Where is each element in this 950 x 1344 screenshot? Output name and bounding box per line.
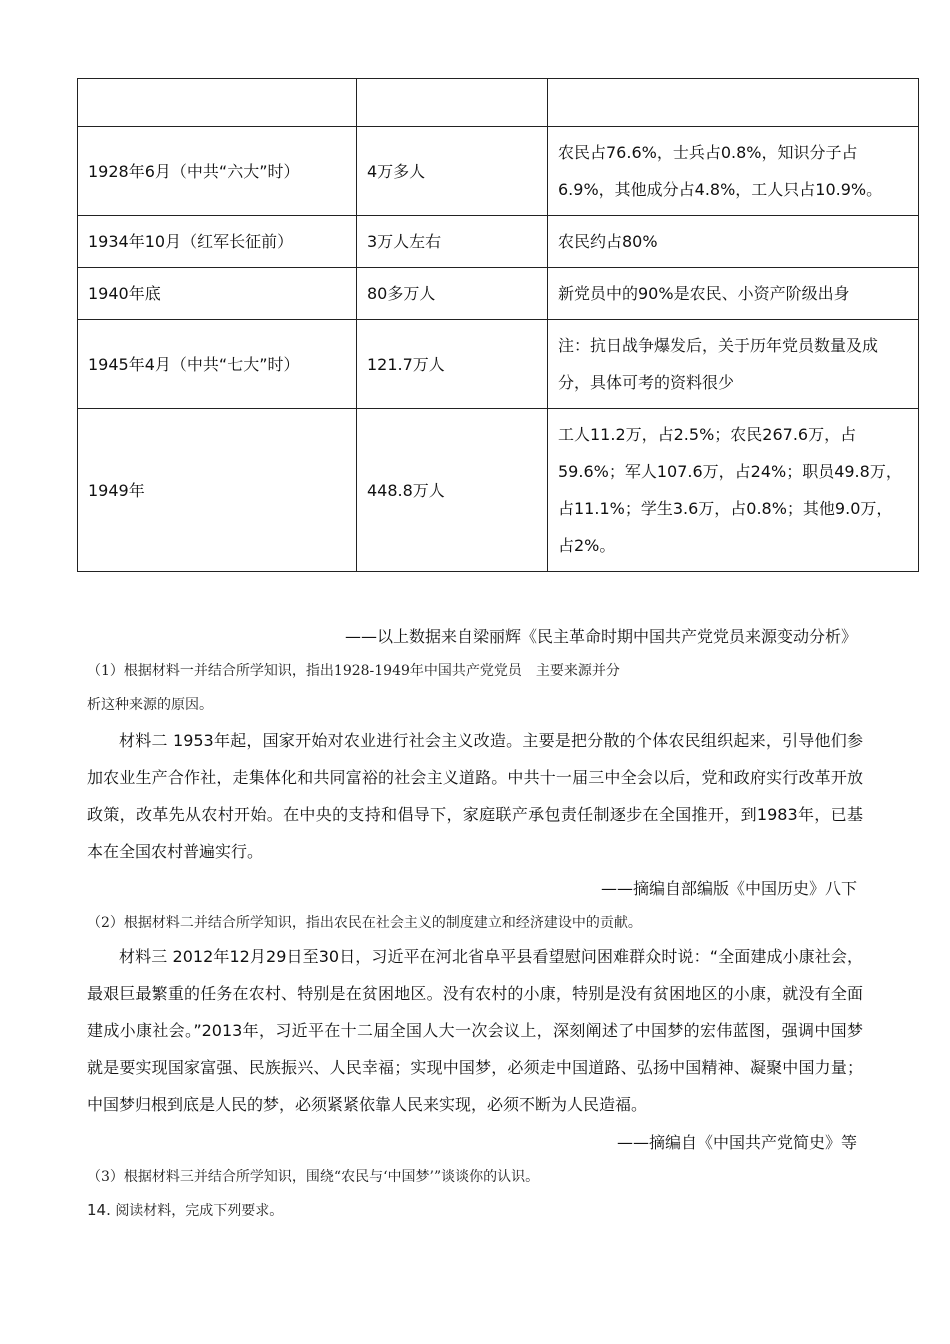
table-row <box>78 79 919 127</box>
question-14-number: 14. <box>87 1201 111 1219</box>
cell-composition <box>548 79 919 127</box>
cell-composition: 注：抗日战争爆发后，关于历年党员数量及成分，具体可考的资料很少 <box>548 320 919 409</box>
cell-composition: 农民约占80% <box>548 216 919 268</box>
table-row <box>78 268 919 320</box>
cell-time: 1934年10月（红军长征前） <box>78 216 357 268</box>
cell-count: 80多万人 <box>357 268 548 320</box>
question-1-line1: （1）根据材料一并结合所学知识，指出1928-1949年中国共产党党员 主要来源并分 <box>87 663 620 679</box>
table-row <box>78 216 919 268</box>
material-2-source: ——摘编自部编版《中国历史》八下 <box>600 879 857 898</box>
cell-time <box>78 79 357 127</box>
question-1-line2: 析这种来源的原因。 <box>87 697 213 713</box>
cell-count: 4万多人 <box>357 127 548 216</box>
cell-time: 1940年底 <box>78 268 357 320</box>
question-14 <box>87 1200 283 1220</box>
cell-time: 1945年4月（中共“七大”时） <box>78 320 357 409</box>
material-2-text: 材料二 1953年起，国家开始对农业进行社会主义改造。主要是把分散的个体农民组织起来，引导他们参加农业生产合作社，走集体化和共同富裕的社会主义道路。中共十一届三中全会以后，党和政府实行改革开放政策，改革先从农村开始。在中央的支持和倡导下，家庭联产承包责任制逐步在全国推开，到1983年，已基本在全国农村普遍实行。 <box>87 731 863 861</box>
cell-time: 1949年 <box>78 409 357 572</box>
cell-composition: 工人11.2万，占2.5%；农民267.6万，占59.6%；军人107.6万，占24%；职员49.8万，占11.1%；学生3.6万，占0.8%；其他9.0万，占2%。 <box>548 409 919 572</box>
table-row <box>78 127 919 216</box>
table-row <box>78 409 919 572</box>
question-14-text: 阅读材料，完成下列要求。 <box>115 1203 284 1219</box>
cell-count: 3万人左右 <box>357 216 548 268</box>
question-3: （3）根据材料三并结合所学知识，围绕“农民与‘中国梦’”谈谈你的认识。 <box>87 1169 540 1185</box>
question-2: （2）根据材料二并结合所学知识，指出农民在社会主义的制度建立和经济建设中的贡献。 <box>87 915 642 931</box>
table-row <box>78 320 919 409</box>
cell-composition: 农民占76.6%，士兵占0.8%，知识分子占6.9%，其他成分占4.8%，工人只占10.9%。 <box>548 127 919 216</box>
cell-time: 1928年6月（中共“六大”时） <box>78 127 357 216</box>
material-3-text: 材料三 2012年12月29日至30日，习近平在河北省阜平县看望慰问困难群众时说：“全面建成小康社会，最艰巨最繁重的任务在农村、特别是在贫困地区。没有农村的小康，特别是没有贫困地区的小康，就没有全面建成小康社会。”2013年，习近平在十二届全国人大一次会议上，深刻阐述了中国梦的宏伟蓝图，强调中国梦就是要实现国家富强、民族振兴、人民幸福；实现中国梦，必须走中国道路、弘扬中国精神、凝聚中国力量；中国梦归根到底是人民的梦，必须紧紧依靠人民来实现，必须不断为人民造福。 <box>87 947 863 1114</box>
material-3-source: ——摘编自《中国共产党简史》等 <box>616 1133 857 1152</box>
cell-count: 121.7万人 <box>357 320 548 409</box>
cell-count <box>357 79 548 127</box>
cell-count: 448.8万人 <box>357 409 548 572</box>
cell-composition: 新党员中的90%是农民、小资产阶级出身 <box>548 268 919 320</box>
party-member-table <box>77 78 919 572</box>
table-source: ——以上数据来自梁丽辉《民主革命时期中国共产党党员来源变动分析》 <box>344 627 857 646</box>
